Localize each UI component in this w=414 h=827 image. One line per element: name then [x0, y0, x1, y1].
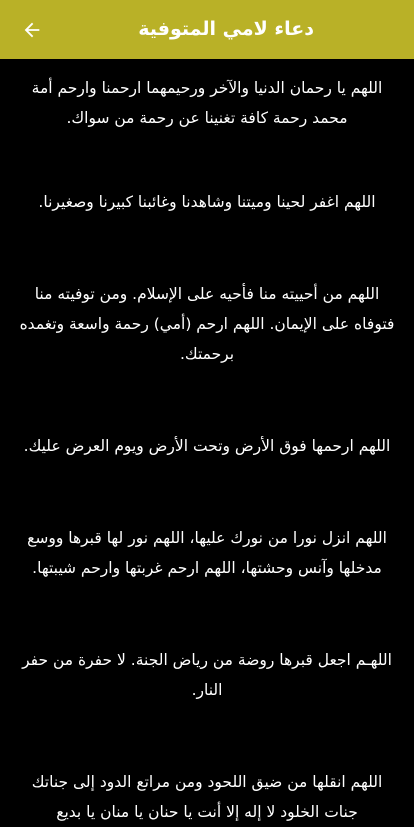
prayer-text: اللهم ارحمها فوق الأرض وتحت الأرض ويوم العرض عليك.: [23, 437, 391, 455]
prayer-text: اللهم اغفر لحينا وميتنا وشاهدنا وغائبنا كبيرنا وصغيرنا.: [38, 193, 376, 211]
prayer-text: اللهـم اجعل قبرها روضة من رياض الجنة. لا حفرة من حفر النار.: [22, 651, 392, 699]
app-bar: [0, 0, 414, 59]
prayer-text: اللهم انزل نورا من نورك عليها، اللهم نور لها قبرها ووسع مدخلها وآنس وحشتها، اللهم ارحم غربتها وارحم شيبتها.: [27, 529, 387, 577]
arrow-back-icon: [21, 19, 43, 41]
prayer-list[interactable]: [0, 59, 414, 821]
prayer-text: اللهم من أحييته منا فأحيه على الإسلام. ومن توفيته منا فتوفاه على الإيمان. اللهم ارحم (أمي) رحمة واسعة وتغمده برحمتك.: [19, 285, 395, 363]
prayer-text: اللهم يا رحمان الدنيا والآخر ورحيمهما ارحمنا وارحم أمة محمد رحمة كافة تغنينا عن رحمة من سواك.: [31, 79, 383, 127]
prayer-text: اللهم انقلها من ضيق اللحود ومن مراتع الدود إلى جناتك جنات الخلود لا إله إلا أنت يا حنان يا منان يا بديع: [31, 773, 383, 821]
page-title: دعاء لامي المتوفية: [138, 18, 314, 40]
back-button[interactable]: [10, 8, 54, 52]
